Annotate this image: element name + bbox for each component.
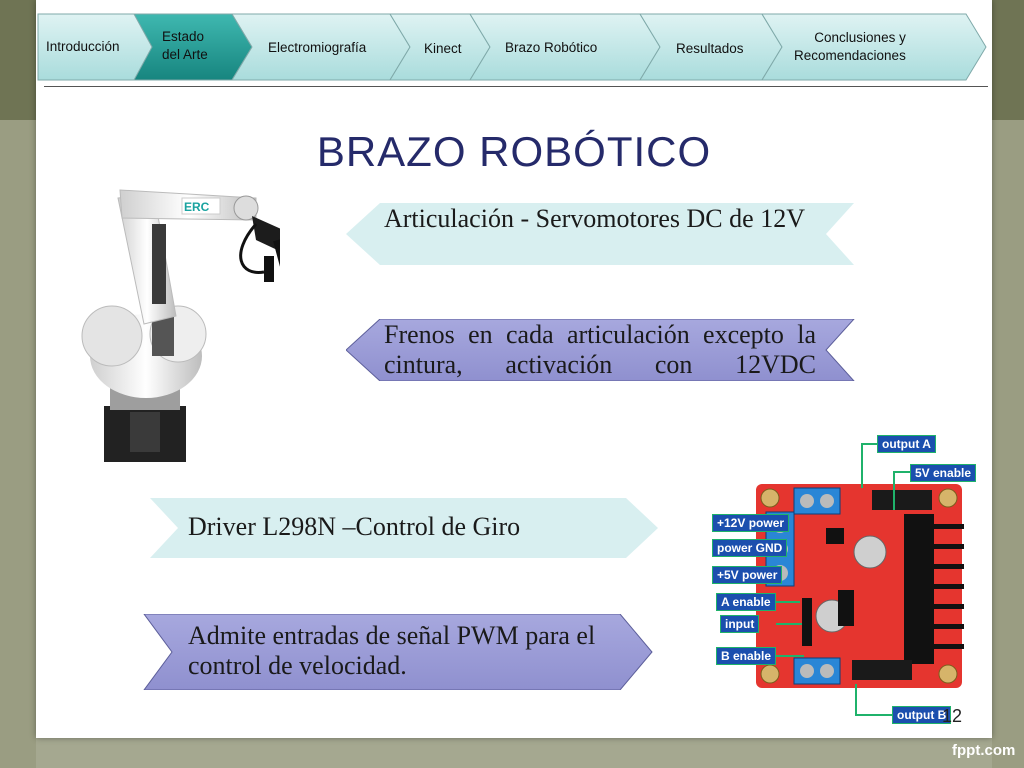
robot-logo: ERC [184,200,210,214]
nav-divider [44,86,988,87]
slide [36,0,992,738]
label-output-b: output B [892,706,951,724]
nav-label-4: Brazo Robótico [505,40,598,55]
nav-label-2: Electromiografía [268,40,367,55]
page-title: BRAZO ROBÓTICO [316,128,712,175]
bullet-driver-text: Driver L298N –Control de Giro [188,512,521,541]
nav-label-1: Estado del Arte [162,29,208,62]
bullet-pwm-text: Admite entradas de señal PWM para el control de velocidad. [188,621,596,680]
progress-nav [36,0,992,90]
label-b-enable: B enable [716,647,776,665]
watermark: fppt.com [952,742,1016,759]
page-number: 12 [941,706,962,726]
label-12v-power: +12V power [712,514,789,532]
label-5v-power: +5V power [712,566,782,584]
nav-label-5: Resultados [676,41,744,56]
nav-label-3: Kinect [424,41,462,56]
nav-label-0: Introducción [46,39,120,54]
background-left-band [0,120,36,768]
bullet-pwm [142,614,654,690]
label-power-gnd: power GND [712,539,787,557]
l298n-driver-image [672,432,972,732]
bullet-driver [148,498,660,558]
bullet-frenos [346,319,856,381]
label-output-a: output A [877,435,936,453]
label-a-enable: A enable [716,593,776,611]
bullet-articulacion [346,203,856,265]
background-right-band [992,120,1024,768]
label-5v-enable: 5V enable [910,464,976,482]
robot-arm-image [60,184,280,466]
nav-label-6: Conclusiones y Recomendaciones [794,30,906,63]
bullet-frenos-text: Frenos en cada articulación excepto la cintura, activación con 12VDC [384,320,816,379]
label-input: input [720,615,759,633]
bullet-articulacion-text: Articulación - Servomotores DC de 12V [384,204,805,233]
